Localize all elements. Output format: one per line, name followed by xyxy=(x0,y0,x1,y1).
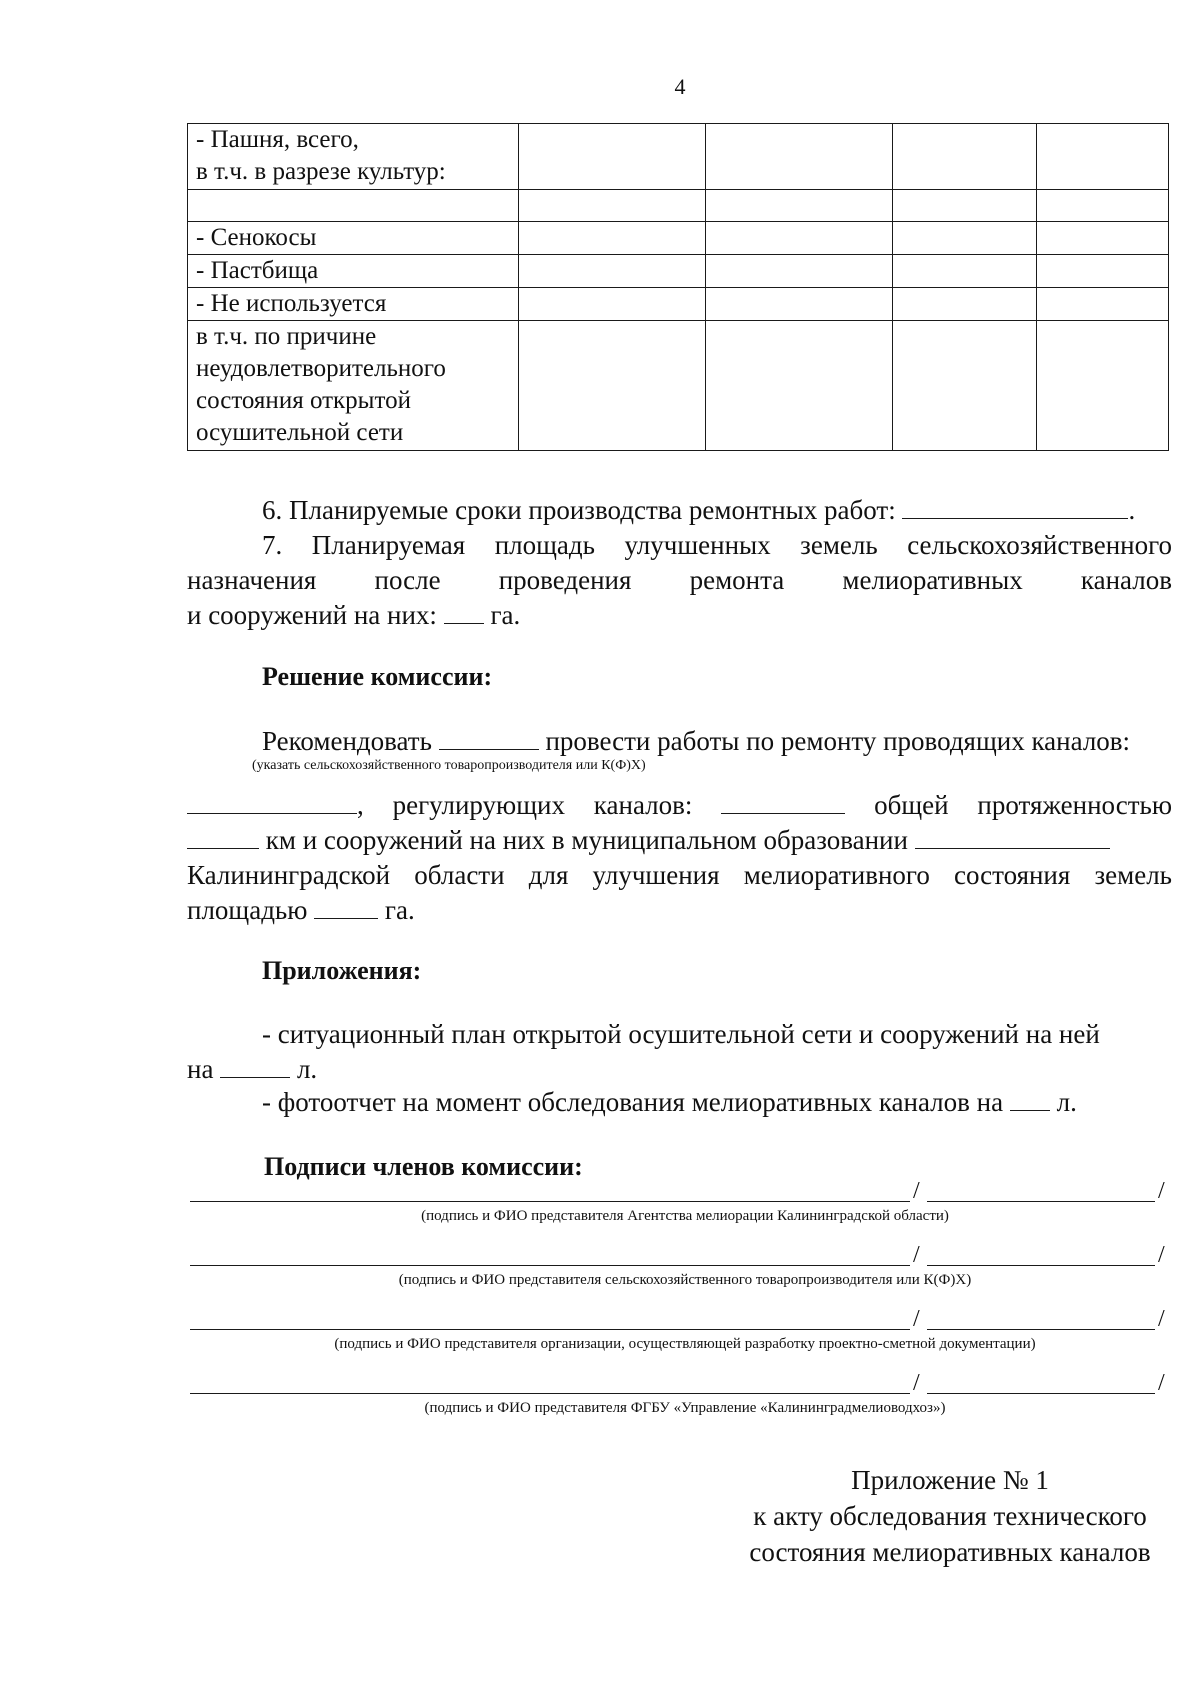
table-row xyxy=(188,222,1169,255)
annex-header xyxy=(700,1462,1200,1570)
table-cell xyxy=(1037,288,1169,321)
table-cell-line: - Пашня, всего, xyxy=(196,126,359,153)
table-row xyxy=(188,255,1169,288)
signature-separator: / xyxy=(913,1306,920,1332)
attachment-1-line-1: - ситуационный план открытой осушительной сети и сооружений на ней xyxy=(262,1019,1100,1049)
table-cell xyxy=(519,255,706,288)
decision-line-1-end: провести работы по ремонту проводящих каналов: xyxy=(538,726,1131,756)
item-7-line-3-start: и сооружений на них: xyxy=(187,600,444,630)
table-cell xyxy=(519,222,706,255)
table-cell xyxy=(519,288,706,321)
table-cell xyxy=(519,321,706,451)
table-cell-label: - Не используется xyxy=(188,288,519,321)
table-cell xyxy=(519,124,706,190)
signature-separator: / xyxy=(913,1178,920,1204)
table-cell xyxy=(893,255,1037,288)
item-7-line-3 xyxy=(187,598,1172,633)
producer-hint: (указать сельскохозяйственного товаропроизводителя или К(Ф)Х) xyxy=(252,758,646,773)
table-cell-label xyxy=(188,190,519,222)
item-7-line-3-end: га. xyxy=(483,600,521,630)
item-7-line-2: назначения после проведения ремонта мелиоративных каналов xyxy=(187,565,1172,595)
table-row xyxy=(188,124,1169,190)
signature-end-separator: / xyxy=(1158,1370,1165,1396)
attachment-1-line-2-end: л. xyxy=(290,1054,318,1084)
table-cell xyxy=(706,190,893,222)
attachment-1-line-2-start: на xyxy=(187,1054,221,1084)
table-cell-label: - Сенокосы xyxy=(188,222,519,255)
signature-caption: (подпись и ФИО представителя организации, осуществляющей разработку проектно-сметной документации) xyxy=(334,1336,1036,1352)
decision-line-4: Калининградской области для улучшения мелиоративного состояния земель xyxy=(187,860,1172,890)
signature-line xyxy=(190,1265,910,1266)
decision-line-1-start: Рекомендовать xyxy=(262,726,439,756)
signatures-heading: Подписи членов комиссии: xyxy=(264,1152,583,1181)
item-6-blank xyxy=(902,494,1128,519)
decision-line-5 xyxy=(187,893,1172,928)
decision-line-3-start: км и сооружений на них в муниципальном образовании xyxy=(259,825,915,855)
signature-separator: / xyxy=(913,1242,920,1268)
attachments-heading: Приложения: xyxy=(262,956,422,985)
decision-line-5-end: га. xyxy=(378,895,415,925)
annex-subtitle-line-2: состояния мелиоративных каналов xyxy=(749,1537,1151,1567)
producer-blank xyxy=(439,725,539,750)
attachment-1-line-2 xyxy=(187,1052,1172,1087)
name-line xyxy=(927,1329,1155,1330)
table-row xyxy=(188,321,1169,451)
table-cell xyxy=(706,288,893,321)
table-cell-line: неудовлетворительного xyxy=(196,355,446,382)
name-line xyxy=(927,1265,1155,1266)
table-cell xyxy=(893,288,1037,321)
table-cell-label xyxy=(188,124,519,190)
area-blank xyxy=(444,599,484,624)
table-cell xyxy=(706,255,893,288)
table-cell xyxy=(893,124,1037,190)
attachment-2 xyxy=(262,1085,1172,1120)
table-cell-line: в т.ч. в разрезе культур: xyxy=(196,158,446,185)
table-cell xyxy=(893,222,1037,255)
table-cell xyxy=(706,321,893,451)
table-cell-label: - Пастбища xyxy=(188,255,519,288)
table-cell-line: в т.ч. по причине xyxy=(196,323,377,350)
table-cell xyxy=(706,222,893,255)
signature-line xyxy=(190,1201,910,1202)
table-cell xyxy=(706,124,893,190)
table-cell xyxy=(1037,255,1169,288)
signature-caption: (подпись и ФИО представителя ФГБУ «Управление «Калининградмелиоводхоз») xyxy=(424,1400,946,1416)
signature-line xyxy=(190,1329,910,1330)
decision-line-1 xyxy=(262,724,1172,759)
item-6 xyxy=(262,493,1172,528)
table-cell xyxy=(1037,124,1169,190)
regulating-canals-blank xyxy=(721,789,845,814)
table-cell xyxy=(893,321,1037,451)
table-row xyxy=(188,190,1169,222)
table-cell-label xyxy=(188,321,519,451)
decision-line-3 xyxy=(187,823,1172,858)
table-cell xyxy=(1037,321,1169,451)
annex-title: Приложение № 1 xyxy=(851,1465,1049,1495)
municipality-blank xyxy=(915,824,1110,849)
table-cell xyxy=(1037,222,1169,255)
signature-separator: / xyxy=(913,1370,920,1396)
page-number: 4 xyxy=(674,74,686,99)
decision-heading: Решение комиссии: xyxy=(262,662,493,691)
attachment-2-start: - фотоотчет на момент обследования мелиоративных каналов на xyxy=(262,1087,1010,1117)
signature-line xyxy=(190,1393,910,1394)
photo-pages-blank xyxy=(1010,1086,1050,1111)
table-row xyxy=(188,288,1169,321)
annex-subtitle-line-1: к акту обследования технического xyxy=(753,1501,1147,1531)
signature-caption: (подпись и ФИО представителя Агентства мелиорации Калининградской области) xyxy=(421,1208,949,1224)
signature-end-separator: / xyxy=(1158,1178,1165,1204)
improved-area-blank xyxy=(314,894,378,919)
supply-canals-blank xyxy=(187,789,357,814)
table-cell xyxy=(519,190,706,222)
item-6-end: . xyxy=(1128,495,1136,525)
table-cell xyxy=(1037,190,1169,222)
name-line xyxy=(927,1393,1155,1394)
decision-line-2-start: , регулирующих каналов: xyxy=(357,790,722,820)
name-line xyxy=(927,1201,1155,1202)
signature-caption: (подпись и ФИО представителя сельскохозяйственного товаропроизводителя или К(Ф)Х) xyxy=(398,1272,972,1288)
table-cell-line: осушительной сети xyxy=(196,419,404,446)
table-cell xyxy=(893,190,1037,222)
plan-pages-blank xyxy=(220,1053,290,1078)
table-cell-line: состояния открытой xyxy=(196,387,411,414)
item-7-line-1: 7. Планируемая площадь улучшенных земель сельскохозяйственного xyxy=(262,530,1172,560)
length-blank xyxy=(187,824,259,849)
signature-end-separator: / xyxy=(1158,1242,1165,1268)
item-6-text: 6. Планируемые сроки производства ремонтных работ: xyxy=(262,495,903,525)
decision-line-2 xyxy=(187,788,1172,823)
land-use-table xyxy=(187,123,1169,451)
decision-line-2-end: общей протяженностью xyxy=(845,790,1172,820)
signature-end-separator: / xyxy=(1158,1306,1165,1332)
attachment-2-end: л. xyxy=(1049,1087,1077,1117)
decision-line-5-start: площадью xyxy=(187,895,315,925)
